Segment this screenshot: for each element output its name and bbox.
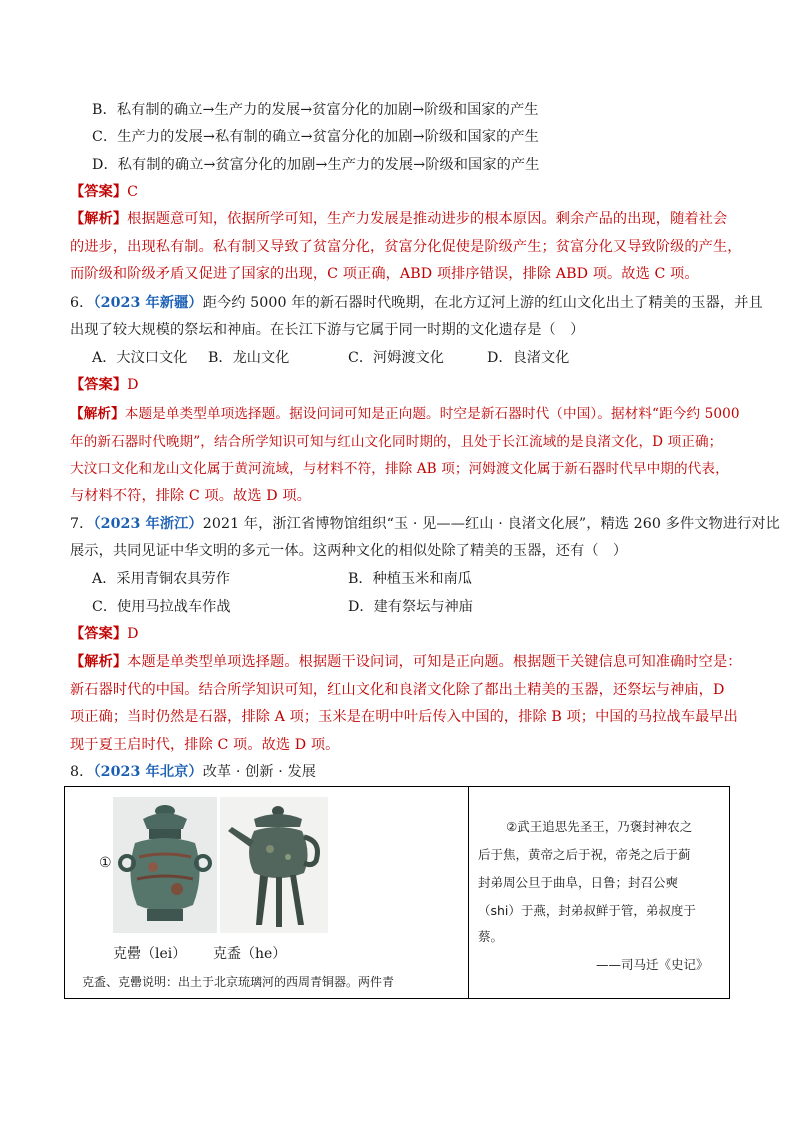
q6-option-b: B．龙山文化 bbox=[208, 350, 290, 366]
q6-stem-line1: 6．（2023 年新疆）距今约 5000 年的新石器时代晚期，在北方辽河上游的红山文化出土了精美的玉器，并且 bbox=[70, 295, 763, 311]
q6-option-c: C．河姆渡文化 bbox=[348, 350, 444, 366]
q7-stem-line1: 7．（2023 年浙江）2021 年，浙江省博物馆组织“玉 · 见——红山 · 良渚文化展”，精选 260 多件文物进行对比 bbox=[70, 516, 780, 532]
q7-analysis-line4: 现于夏王启时代，排除 C 项。故选 D 项。 bbox=[70, 737, 340, 753]
q5-analysis-line2: 的进步，出现私有制。私有制又导致了贫富分化，贫富分化促使是阶级产生；贫富分化又导致阶级的产生， bbox=[70, 239, 742, 255]
caption-ke-lei: 克罍（lei） bbox=[113, 946, 187, 962]
artifact-note: 克盉、克罍说明：出土于北京琉璃河的西周青铜器。两件青 bbox=[82, 975, 395, 989]
q8-source: （2023 年北京） bbox=[93, 764, 203, 780]
quote-line3: 封弟周公旦于曲阜，日鲁；封召公奭 bbox=[478, 875, 679, 890]
quote-line5: 蔡。 bbox=[478, 929, 504, 944]
q5-option-c: C．生产力的发展→私有制的确立→贫富分化的加剧→阶级和国家的产生 bbox=[92, 129, 539, 145]
q7-analysis-line3: 项正确；当时仍然是石器，排除 A 项；玉米是在明中叶后传入中国的，排除 B 项；中国的马拉战车最早出 bbox=[70, 709, 738, 725]
q7-analysis-line2: 新石器时代的中国。结合所学知识可知，红山文化和良渚文化除了都出土精美的玉器，还祭坛与神庙，D bbox=[70, 682, 725, 698]
q6-analysis-line2: 年的新石器时代晚期”，结合所学知识可知与红山文化同时期的，且处于长江流域的是良渚文化，D 项正确； bbox=[70, 434, 723, 450]
q5-analysis-line3: 而阶级和阶级矛盾又促进了国家的出现，C 项正确，ABD 项排序错误，排除 ABD 项。故选 C 项。 bbox=[70, 266, 699, 282]
quote-attribution: ——司马迁《史记》 bbox=[596, 957, 709, 972]
q7-option-a: A．采用青铜农具劳作 bbox=[92, 571, 230, 587]
q7-option-c: C．使用马拉战车作战 bbox=[92, 599, 231, 615]
q7-option-b: B．种植玉米和南瓜 bbox=[348, 571, 472, 587]
q7-option-d: D．建有祭坛与神庙 bbox=[348, 599, 473, 615]
answer-value: C bbox=[127, 184, 139, 200]
q5-option-d: D．私有制的确立→贫富分化的加剧→生产力的发展→阶级和国家的产生 bbox=[92, 157, 540, 173]
q6-analysis-line4: 与材料不符，排除 C 项。故选 D 项。 bbox=[70, 488, 311, 504]
q6-analysis-line1: 【解析】本题是单类型单项选择题。据设问词可知是正向题。时空是新石器时代（中国）。据材料“距今约 5000 bbox=[70, 406, 740, 422]
q6-option-d: D．良渚文化 bbox=[487, 350, 570, 366]
q6-analysis-line3: 大汶口文化和龙山文化属于黄河流域，与材料不符，排除 AB 项；河姆渡文化属于新石器时代早中期的代表， bbox=[70, 461, 729, 477]
q7-answer: 【答案】D bbox=[70, 626, 139, 642]
q5-option-b: B．私有制的确立→生产力的发展→贫富分化的加剧→阶级和国家的产生 bbox=[92, 102, 539, 118]
caption-ke-he: 克盉（he） bbox=[213, 946, 287, 962]
q6-answer: 【答案】D bbox=[70, 377, 139, 393]
q7-source: （2023 年浙江） bbox=[93, 516, 203, 532]
q6-source: （2023 年新疆） bbox=[93, 295, 203, 311]
q5-answer bbox=[70, 182, 138, 202]
q6-option-a: A．大汶口文化 bbox=[92, 350, 188, 366]
q6-stem-line2: 出现了较大规模的祭坛和神庙。在长江下游与它属于同一时期的文化遗存是（ ） bbox=[70, 322, 585, 338]
q7-stem-line2: 展示，共同见证中华文明的多元一体。这两种文化的相似处除了精美的玉器，还有（ ） bbox=[70, 543, 628, 559]
q8-stem: 8．（2023 年北京）改革 · 创新 · 发展 bbox=[70, 764, 317, 780]
analysis-tag: 【解析】 bbox=[70, 211, 128, 227]
table-divider bbox=[468, 786, 469, 999]
q7-analysis-line1: 【解析】本题是单类型单项选择题。根据题干设问词，可知是正向题。根据题干关键信息可知准确时空是： bbox=[70, 654, 742, 670]
ke-lei-bronze-image bbox=[113, 797, 217, 933]
quote-line4: （shi）于燕，封弟叔鲜于管，弟叔度于 bbox=[478, 903, 696, 918]
answer-tag: 【答案】 bbox=[70, 184, 128, 200]
quote-line1: ②武王追思先圣王，乃褒封神农之 bbox=[506, 819, 693, 834]
ke-he-bronze-image bbox=[220, 797, 328, 933]
quote-line2: 后于焦，黄帝之后于祝，帝尧之后于蓟 bbox=[478, 847, 691, 862]
q5-analysis-line1: 【解析】根据题意可知，依据所学可知，生产力发展是推动进步的根本原因。剩余产品的出现，随着社会 bbox=[70, 211, 728, 227]
material-marker-1: ① bbox=[99, 855, 112, 871]
